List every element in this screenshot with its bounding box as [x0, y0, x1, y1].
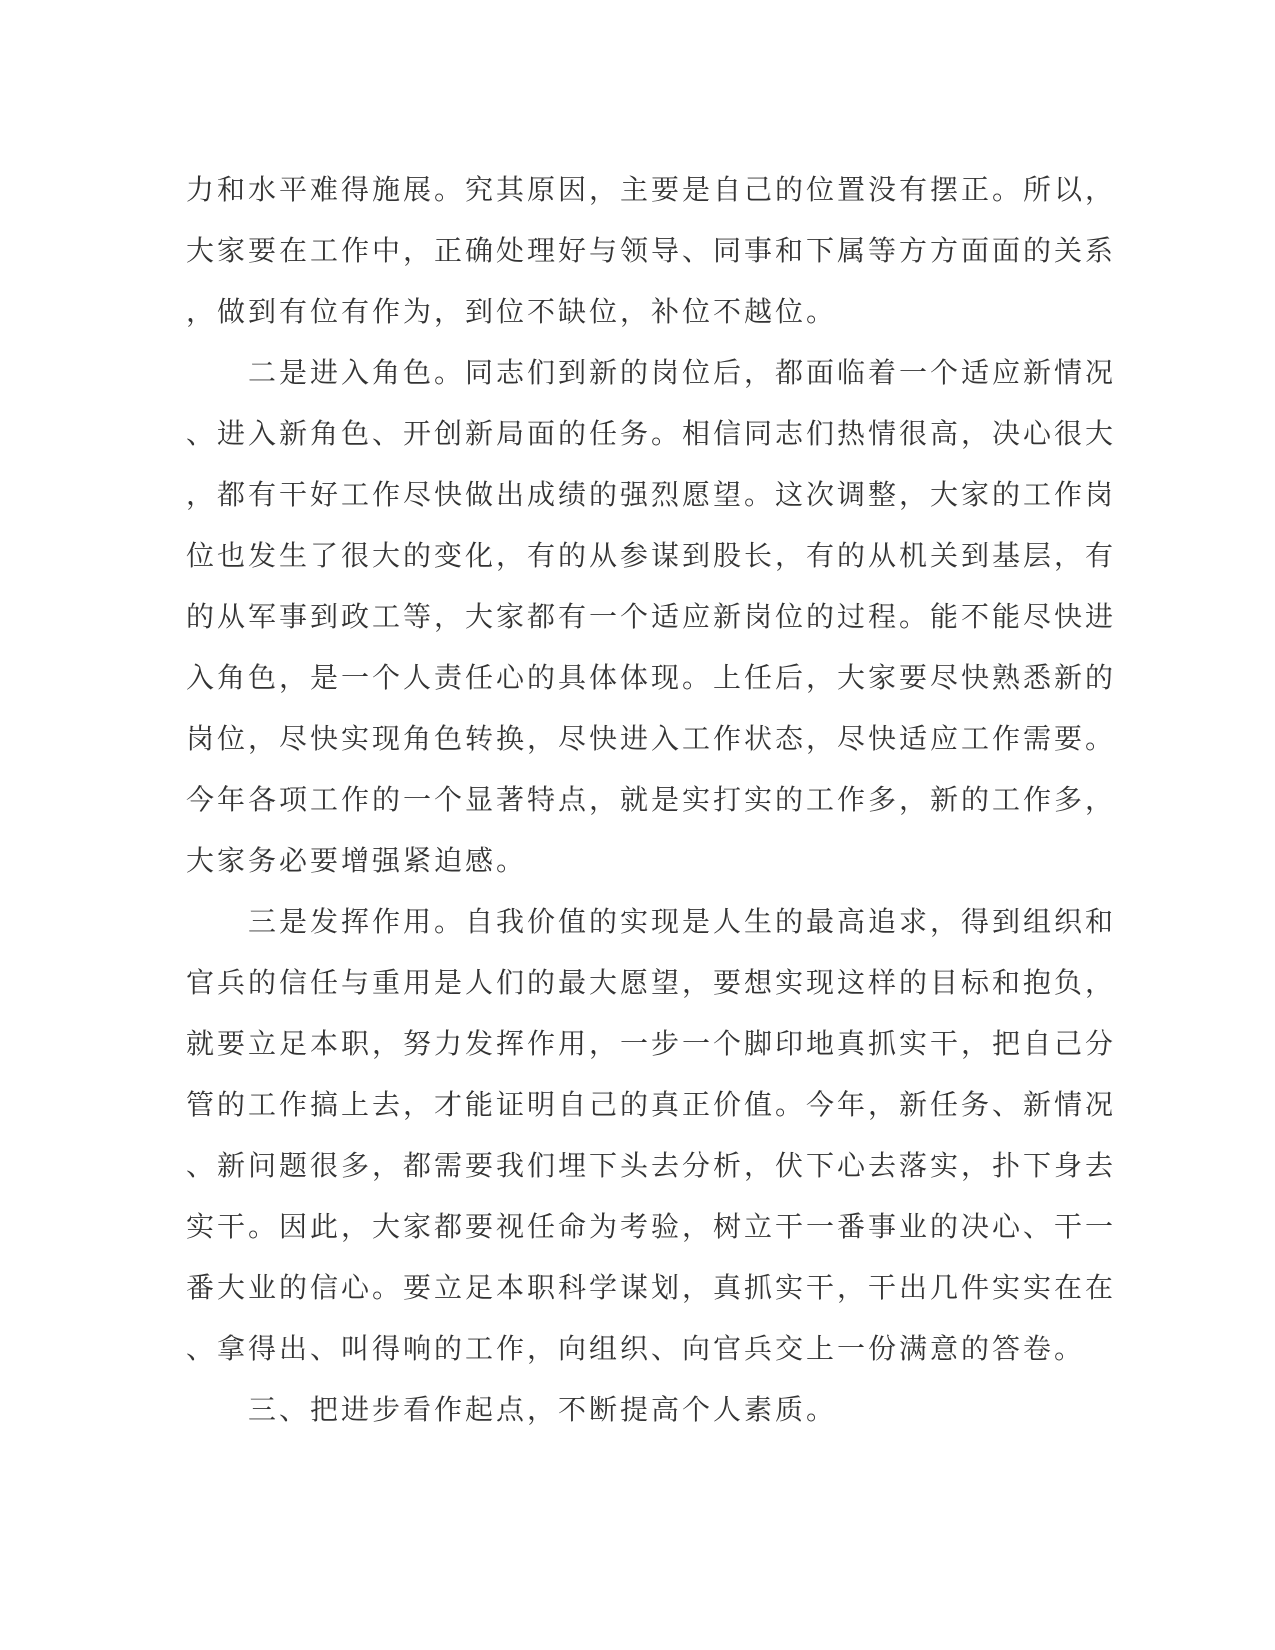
- text-line: 今年各项工作的一个显著特点，就是实打实的工作多，新的工作多，: [186, 783, 1117, 816]
- text-line: 官兵的信任与重用是人们的最大愿望，要想实现这样的目标和抱负，: [186, 966, 1117, 999]
- section-heading: 三、把进步看作起点，不断提高个人素质。: [186, 1393, 838, 1426]
- text-line: 实干。因此，大家都要视任命为考验，树立干一番事业的决心、干一: [186, 1210, 1117, 1243]
- text-line: 的从军事到政工等，大家都有一个适应新岗位的过程。能不能尽快进: [186, 600, 1117, 633]
- text-line: 大家要在工作中，正确处理好与领导、同事和下属等方方面面的关系: [186, 234, 1117, 267]
- text-line: 二是进入角色。同志们到新的岗位后，都面临着一个适应新情况: [186, 356, 1117, 389]
- text-line: 力和水平难得施展。究其原因，主要是自己的位置没有摆正。所以，: [186, 173, 1117, 206]
- text-line: 岗位，尽快实现角色转换，尽快进入工作状态，尽快适应工作需要。: [186, 722, 1117, 755]
- text-line: 就要立足本职，努力发挥作用，一步一个脚印地真抓实干，把自己分: [186, 1027, 1117, 1060]
- text-line: 大家务必要增强紧迫感。: [186, 844, 528, 877]
- body-text: [186, 159, 1117, 1440]
- text-line: 、新问题很多，都需要我们埋下头去分析，伏下心去落实，扑下身去: [186, 1149, 1117, 1182]
- text-line: ，做到有位有作为，到位不缺位，补位不越位。: [186, 295, 838, 328]
- text-line: 位也发生了很大的变化，有的从参谋到股长，有的从机关到基层，有: [186, 539, 1117, 572]
- text-line: 管的工作搞上去，才能证明自己的真正价值。今年，新任务、新情况: [186, 1088, 1117, 1121]
- text-line: ，都有干好工作尽快做出成绩的强烈愿望。这次调整，大家的工作岗: [186, 478, 1117, 511]
- text-line: 、拿得出、叫得响的工作，向组织、向官兵交上一份满意的答卷。: [186, 1332, 1086, 1365]
- text-line: 入角色，是一个人责任心的具体体现。上任后，大家要尽快熟悉新的: [186, 661, 1117, 694]
- text-line: 、进入新角色、开创新局面的任务。相信同志们热情很高，决心很大: [186, 417, 1117, 450]
- text-line: 番大业的信心。要立足本职科学谋划，真抓实干，干出几件实实在在: [186, 1271, 1117, 1304]
- text-line: 三是发挥作用。自我价值的实现是人生的最高追求，得到组织和: [186, 905, 1117, 938]
